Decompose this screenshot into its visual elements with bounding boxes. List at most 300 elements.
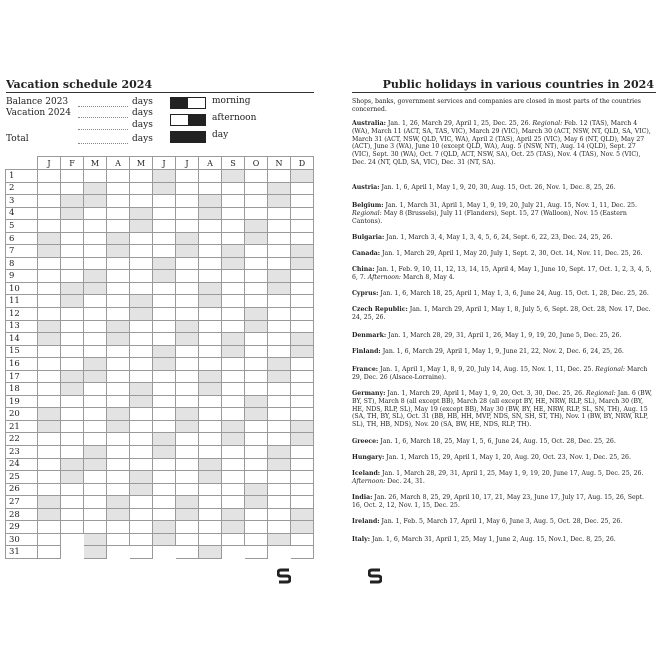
day-cell[interactable] (199, 195, 222, 208)
day-cell[interactable] (107, 345, 130, 358)
day-cell[interactable] (107, 395, 130, 408)
day-cell[interactable] (291, 433, 314, 446)
day-cell[interactable] (291, 257, 314, 270)
day-cell[interactable] (176, 358, 199, 371)
day-cell[interactable] (199, 333, 222, 346)
day-cell[interactable] (199, 270, 222, 283)
day-cell[interactable] (153, 207, 176, 220)
day-cell[interactable] (38, 232, 61, 245)
day-cell[interactable] (222, 257, 245, 270)
day-cell[interactable] (84, 245, 107, 258)
day-cell[interactable] (153, 508, 176, 521)
day-cell[interactable] (61, 207, 84, 220)
day-cell[interactable] (107, 270, 130, 283)
day-cell[interactable] (176, 182, 199, 195)
day-cell[interactable] (107, 320, 130, 333)
day-cell[interactable] (245, 232, 268, 245)
day-cell[interactable] (199, 358, 222, 371)
day-cell[interactable] (107, 408, 130, 421)
day-cell[interactable] (245, 458, 268, 471)
day-cell[interactable] (268, 395, 291, 408)
day-cell[interactable] (222, 471, 245, 484)
day-cell[interactable] (38, 320, 61, 333)
day-cell[interactable] (291, 320, 314, 333)
day-cell[interactable] (61, 370, 84, 383)
day-cell[interactable] (245, 496, 268, 509)
day-cell[interactable] (84, 220, 107, 233)
day-cell[interactable] (107, 483, 130, 496)
day-cell[interactable] (199, 546, 222, 559)
day-cell[interactable] (84, 195, 107, 208)
day-cell[interactable] (245, 446, 268, 459)
day-cell[interactable] (176, 446, 199, 459)
day-cell[interactable] (38, 270, 61, 283)
day-cell[interactable] (268, 433, 291, 446)
day-cell[interactable] (130, 170, 153, 183)
day-cell[interactable] (130, 295, 153, 308)
day-cell[interactable] (176, 395, 199, 408)
day-cell[interactable] (222, 320, 245, 333)
day-cell[interactable] (291, 270, 314, 283)
day-cell[interactable] (245, 245, 268, 258)
day-cell[interactable] (84, 295, 107, 308)
day-cell[interactable] (107, 257, 130, 270)
day-cell[interactable] (61, 483, 84, 496)
day-cell[interactable] (291, 408, 314, 421)
day-cell[interactable] (38, 483, 61, 496)
day-cell[interactable] (38, 358, 61, 371)
day-cell[interactable] (38, 207, 61, 220)
day-cell[interactable] (199, 257, 222, 270)
day-cell[interactable] (130, 358, 153, 371)
day-cell[interactable] (291, 308, 314, 321)
day-cell[interactable] (153, 383, 176, 396)
day-cell[interactable] (130, 395, 153, 408)
day-cell[interactable] (199, 521, 222, 534)
day-cell[interactable] (153, 496, 176, 509)
day-cell[interactable] (130, 345, 153, 358)
day-cell[interactable] (38, 458, 61, 471)
day-cell[interactable] (130, 483, 153, 496)
day-cell[interactable] (245, 471, 268, 484)
day-cell[interactable] (84, 383, 107, 396)
day-cell[interactable] (153, 358, 176, 371)
day-cell[interactable] (153, 483, 176, 496)
day-cell[interactable] (199, 245, 222, 258)
day-cell[interactable] (268, 345, 291, 358)
balance-line[interactable] (78, 106, 128, 107)
day-cell[interactable] (176, 170, 199, 183)
day-cell[interactable] (130, 433, 153, 446)
day-cell[interactable] (245, 333, 268, 346)
day-cell[interactable] (268, 408, 291, 421)
day-cell[interactable] (153, 446, 176, 459)
day-cell[interactable] (199, 471, 222, 484)
day-cell[interactable] (176, 471, 199, 484)
day-cell[interactable] (291, 333, 314, 346)
day-cell[interactable] (268, 420, 291, 433)
day-cell[interactable] (153, 257, 176, 270)
day-cell[interactable] (268, 182, 291, 195)
day-cell[interactable] (199, 345, 222, 358)
day-cell[interactable] (199, 232, 222, 245)
day-cell[interactable] (291, 458, 314, 471)
day-cell[interactable] (84, 496, 107, 509)
day-cell[interactable] (153, 345, 176, 358)
day-cell[interactable] (38, 446, 61, 459)
day-cell[interactable] (130, 546, 153, 559)
day-cell[interactable] (107, 182, 130, 195)
day-cell[interactable] (84, 370, 107, 383)
day-cell[interactable] (107, 195, 130, 208)
day-cell[interactable] (38, 308, 61, 321)
day-cell[interactable] (245, 170, 268, 183)
day-cell[interactable] (84, 170, 107, 183)
day-cell[interactable] (84, 207, 107, 220)
day-cell[interactable] (268, 496, 291, 509)
day-cell[interactable] (61, 521, 84, 534)
day-cell[interactable] (130, 282, 153, 295)
day-cell[interactable] (222, 282, 245, 295)
day-cell[interactable] (176, 207, 199, 220)
day-cell[interactable] (245, 182, 268, 195)
day-cell[interactable] (245, 320, 268, 333)
day-cell[interactable] (222, 245, 245, 258)
day-cell[interactable] (130, 245, 153, 258)
day-cell[interactable] (38, 182, 61, 195)
day-cell[interactable] (153, 282, 176, 295)
day-cell[interactable] (61, 358, 84, 371)
day-cell[interactable] (153, 458, 176, 471)
day-cell[interactable] (245, 295, 268, 308)
day-cell[interactable] (153, 471, 176, 484)
day-cell[interactable] (222, 496, 245, 509)
day-cell[interactable] (38, 471, 61, 484)
day-cell[interactable] (176, 533, 199, 546)
day-cell[interactable] (268, 295, 291, 308)
day-cell[interactable] (61, 282, 84, 295)
day-cell[interactable] (38, 533, 61, 546)
day-cell[interactable] (130, 420, 153, 433)
day-cell[interactable] (84, 420, 107, 433)
day-cell[interactable] (199, 295, 222, 308)
day-cell[interactable] (268, 383, 291, 396)
day-cell[interactable] (84, 333, 107, 346)
day-cell[interactable] (268, 471, 291, 484)
day-cell[interactable] (245, 282, 268, 295)
day-cell[interactable] (222, 533, 245, 546)
day-cell[interactable] (130, 533, 153, 546)
day-cell[interactable] (222, 170, 245, 183)
day-cell[interactable] (130, 383, 153, 396)
day-cell[interactable] (268, 508, 291, 521)
day-cell[interactable] (291, 195, 314, 208)
day-cell[interactable] (61, 446, 84, 459)
day-cell[interactable] (245, 408, 268, 421)
day-cell[interactable] (268, 370, 291, 383)
day-cell[interactable] (61, 383, 84, 396)
day-cell[interactable] (130, 308, 153, 321)
day-cell[interactable] (153, 295, 176, 308)
day-cell[interactable] (61, 471, 84, 484)
day-cell[interactable] (222, 395, 245, 408)
day-cell[interactable] (61, 270, 84, 283)
day-cell[interactable] (84, 308, 107, 321)
day-cell[interactable] (268, 257, 291, 270)
day-cell[interactable] (291, 245, 314, 258)
day-cell[interactable] (153, 408, 176, 421)
day-cell[interactable] (61, 295, 84, 308)
day-cell[interactable] (153, 308, 176, 321)
day-cell[interactable] (38, 345, 61, 358)
day-cell[interactable] (222, 308, 245, 321)
day-cell[interactable] (38, 408, 61, 421)
day-cell[interactable] (268, 458, 291, 471)
day-cell[interactable] (176, 408, 199, 421)
day-cell[interactable] (176, 420, 199, 433)
day-cell[interactable] (107, 232, 130, 245)
day-cell[interactable] (176, 282, 199, 295)
day-cell[interactable] (130, 257, 153, 270)
day-cell[interactable] (130, 508, 153, 521)
day-cell[interactable] (176, 483, 199, 496)
day-cell[interactable] (199, 170, 222, 183)
day-cell[interactable] (176, 433, 199, 446)
day-cell[interactable] (176, 257, 199, 270)
day-cell[interactable] (245, 220, 268, 233)
day-cell[interactable] (153, 521, 176, 534)
day-cell[interactable] (176, 370, 199, 383)
day-cell[interactable] (291, 232, 314, 245)
day-cell[interactable] (84, 521, 107, 534)
day-cell[interactable] (107, 471, 130, 484)
day-cell[interactable] (245, 257, 268, 270)
day-cell[interactable] (176, 508, 199, 521)
day-cell[interactable] (107, 433, 130, 446)
day-cell[interactable] (222, 345, 245, 358)
day-cell[interactable] (245, 207, 268, 220)
day-cell[interactable] (245, 433, 268, 446)
day-cell[interactable] (84, 458, 107, 471)
day-cell[interactable] (199, 282, 222, 295)
day-cell[interactable] (107, 358, 130, 371)
day-cell[interactable] (291, 471, 314, 484)
day-cell[interactable] (222, 521, 245, 534)
day-cell[interactable] (245, 370, 268, 383)
day-cell[interactable] (153, 420, 176, 433)
day-cell[interactable] (130, 521, 153, 534)
day-cell[interactable] (222, 408, 245, 421)
day-cell[interactable] (38, 195, 61, 208)
day-cell[interactable] (268, 533, 291, 546)
day-cell[interactable] (222, 333, 245, 346)
day-cell[interactable] (268, 333, 291, 346)
day-cell[interactable] (38, 220, 61, 233)
day-cell[interactable] (222, 232, 245, 245)
day-cell[interactable] (245, 358, 268, 371)
day-cell[interactable] (268, 282, 291, 295)
day-cell[interactable] (38, 370, 61, 383)
day-cell[interactable] (38, 420, 61, 433)
day-cell[interactable] (130, 446, 153, 459)
day-cell[interactable] (153, 220, 176, 233)
day-cell[interactable] (268, 521, 291, 534)
day-cell[interactable] (107, 207, 130, 220)
day-cell[interactable] (84, 471, 107, 484)
day-cell[interactable] (84, 395, 107, 408)
day-cell[interactable] (61, 458, 84, 471)
day-cell[interactable] (84, 546, 107, 559)
day-cell[interactable] (222, 358, 245, 371)
day-cell[interactable] (130, 408, 153, 421)
day-cell[interactable] (107, 282, 130, 295)
day-cell[interactable] (84, 320, 107, 333)
day-cell[interactable] (245, 521, 268, 534)
day-cell[interactable] (84, 358, 107, 371)
day-cell[interactable] (130, 207, 153, 220)
day-cell[interactable] (222, 483, 245, 496)
day-cell[interactable] (107, 496, 130, 509)
day-cell[interactable] (107, 370, 130, 383)
day-cell[interactable] (176, 546, 199, 559)
day-cell[interactable] (199, 370, 222, 383)
day-cell[interactable] (61, 220, 84, 233)
day-cell[interactable] (291, 395, 314, 408)
day-cell[interactable] (107, 446, 130, 459)
day-cell[interactable] (176, 383, 199, 396)
day-cell[interactable] (222, 433, 245, 446)
day-cell[interactable] (291, 521, 314, 534)
day-cell[interactable] (291, 420, 314, 433)
day-cell[interactable] (176, 245, 199, 258)
day-cell[interactable] (84, 533, 107, 546)
day-cell[interactable] (61, 408, 84, 421)
day-cell[interactable] (107, 245, 130, 258)
day-cell[interactable] (291, 496, 314, 509)
day-cell[interactable] (130, 320, 153, 333)
day-cell[interactable] (291, 282, 314, 295)
vacation-line[interactable] (78, 117, 128, 118)
day-cell[interactable] (84, 345, 107, 358)
day-cell[interactable] (38, 508, 61, 521)
day-cell[interactable] (291, 533, 314, 546)
day-cell[interactable] (130, 496, 153, 509)
day-cell[interactable] (176, 496, 199, 509)
day-cell[interactable] (268, 320, 291, 333)
day-cell[interactable] (130, 370, 153, 383)
day-cell[interactable] (176, 195, 199, 208)
day-cell[interactable] (38, 383, 61, 396)
total-line[interactable] (78, 143, 128, 144)
day-cell[interactable] (199, 533, 222, 546)
day-cell[interactable] (222, 182, 245, 195)
day-cell[interactable] (291, 345, 314, 358)
day-cell[interactable] (176, 521, 199, 534)
day-cell[interactable] (38, 521, 61, 534)
day-cell[interactable] (130, 471, 153, 484)
day-cell[interactable] (245, 546, 268, 559)
day-cell[interactable] (176, 458, 199, 471)
day-cell[interactable] (61, 170, 84, 183)
day-cell[interactable] (130, 232, 153, 245)
day-cell[interactable] (84, 182, 107, 195)
day-cell[interactable] (245, 308, 268, 321)
day-cell[interactable] (268, 170, 291, 183)
day-cell[interactable] (245, 420, 268, 433)
day-cell[interactable] (38, 257, 61, 270)
day-cell[interactable] (61, 257, 84, 270)
day-cell[interactable] (38, 433, 61, 446)
day-cell[interactable] (61, 245, 84, 258)
day-cell[interactable] (107, 333, 130, 346)
day-cell[interactable] (199, 483, 222, 496)
day-cell[interactable] (222, 295, 245, 308)
day-cell[interactable] (176, 345, 199, 358)
day-cell[interactable] (268, 220, 291, 233)
day-cell[interactable] (84, 270, 107, 283)
day-cell[interactable] (107, 508, 130, 521)
day-cell[interactable] (222, 207, 245, 220)
day-cell[interactable] (199, 433, 222, 446)
day-cell[interactable] (130, 333, 153, 346)
day-cell[interactable] (291, 483, 314, 496)
day-cell[interactable] (130, 220, 153, 233)
day-cell[interactable] (268, 270, 291, 283)
day-cell[interactable] (176, 320, 199, 333)
day-cell[interactable] (291, 370, 314, 383)
day-cell[interactable] (291, 207, 314, 220)
day-cell[interactable] (199, 308, 222, 321)
day-cell[interactable] (61, 320, 84, 333)
day-cell[interactable] (84, 446, 107, 459)
day-cell[interactable] (176, 232, 199, 245)
day-cell[interactable] (199, 458, 222, 471)
day-cell[interactable] (199, 383, 222, 396)
day-cell[interactable] (107, 295, 130, 308)
day-cell[interactable] (268, 358, 291, 371)
day-cell[interactable] (153, 182, 176, 195)
day-cell[interactable] (61, 308, 84, 321)
day-cell[interactable] (291, 182, 314, 195)
day-cell[interactable] (84, 232, 107, 245)
day-cell[interactable] (268, 195, 291, 208)
day-cell[interactable] (107, 533, 130, 546)
day-cell[interactable] (38, 170, 61, 183)
day-cell[interactable] (61, 496, 84, 509)
day-cell[interactable] (199, 496, 222, 509)
day-cell[interactable] (245, 483, 268, 496)
day-cell[interactable] (245, 345, 268, 358)
day-cell[interactable] (61, 333, 84, 346)
day-cell[interactable] (291, 446, 314, 459)
day-cell[interactable] (107, 521, 130, 534)
day-cell[interactable] (38, 496, 61, 509)
day-cell[interactable] (199, 220, 222, 233)
day-cell[interactable] (61, 232, 84, 245)
day-cell[interactable] (199, 408, 222, 421)
day-cell[interactable] (153, 395, 176, 408)
day-cell[interactable] (222, 195, 245, 208)
day-cell[interactable] (61, 345, 84, 358)
day-cell[interactable] (199, 508, 222, 521)
day-cell[interactable] (222, 220, 245, 233)
day-cell[interactable] (268, 446, 291, 459)
day-cell[interactable] (84, 257, 107, 270)
day-cell[interactable] (61, 508, 84, 521)
day-cell[interactable] (222, 270, 245, 283)
day-cell[interactable] (245, 533, 268, 546)
day-cell[interactable] (84, 282, 107, 295)
